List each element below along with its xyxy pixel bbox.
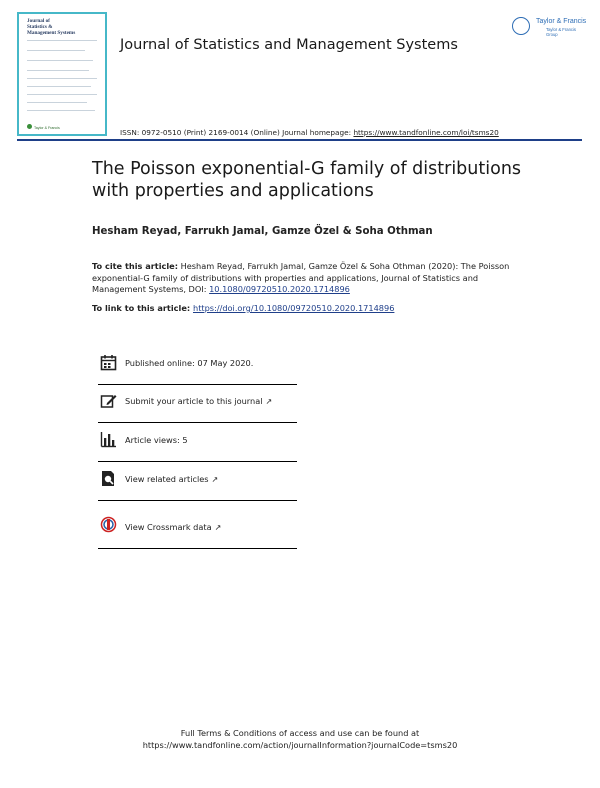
crossmark-icon [100, 516, 117, 533]
issn-text: ISSN: 0972-0510 (Print) 2169-0014 (Online) Journal homepage: [120, 128, 354, 137]
article-doi-link[interactable]: https://doi.org/10.1080/09720510.2020.1714896 [193, 303, 395, 313]
cover-rule [27, 60, 93, 61]
submit-article-text[interactable] [125, 396, 272, 406]
crossmark-row[interactable] [98, 510, 297, 549]
article-views-text: Article views: 5 [125, 435, 188, 445]
link-label: To link to this article: [92, 303, 193, 313]
logo-name: Taylor & Francis [536, 18, 587, 25]
cover-title-line: Management Systems [27, 30, 76, 36]
journal-cover-thumbnail [17, 12, 107, 136]
published-online-text: Published online: 07 May 2020. [125, 358, 254, 368]
related-articles-label: View related articles [125, 474, 209, 484]
external-link-icon: ↗ [214, 523, 222, 532]
publisher-badge-icon [27, 124, 32, 129]
external-link-icon: ↗ [265, 397, 273, 406]
article-views-row [98, 423, 297, 462]
footer-terms-text: Full Terms & Conditions of access and use can be found at [180, 728, 420, 738]
citation-block [92, 261, 512, 296]
cover-rule [27, 50, 85, 51]
cover-rule [27, 78, 97, 79]
link-block [92, 303, 512, 315]
header-rule [17, 139, 582, 141]
cover-publisher: Taylor & Francis [34, 126, 60, 130]
cover-title [27, 18, 99, 36]
cover-title-line: Journal of [27, 18, 50, 24]
cover-rule [27, 110, 95, 111]
cover-rule [27, 102, 87, 103]
search-document-icon [100, 470, 117, 487]
edit-icon [100, 392, 117, 409]
bar-chart-icon [100, 431, 117, 448]
related-articles-row[interactable] [98, 462, 297, 501]
cover-rule [27, 70, 89, 71]
citation-text: Hesham Reyad, Farrukh Jamal, Gamze Özel & Soha Othman (2020): The Poisson exponential-G family of distributions with properties and applications, Journal of Statistics and Management Systems, DOI: [92, 261, 510, 295]
submit-article-row[interactable] [98, 384, 297, 423]
logo-subtitle: Taylor & Francis Group [546, 27, 577, 37]
external-link-icon: ↗ [211, 475, 219, 484]
cover-rule [27, 94, 97, 95]
cover-rule [27, 40, 97, 41]
crossmark-label: View Crossmark data [125, 522, 212, 532]
issn-line [120, 128, 499, 137]
cover-title-line: Statistics & [27, 24, 53, 30]
published-online-row [98, 346, 297, 385]
crossmark-text[interactable] [125, 522, 221, 532]
journal-title[interactable]: Journal of Statistics and Management Systems [120, 37, 458, 53]
journal-homepage-link[interactable]: https://www.tandfonline.com/loi/tsms20 [353, 128, 499, 137]
article-title: The Poisson exponential-G family of distributions with properties and applications [92, 159, 522, 201]
logo-mark-icon [512, 17, 530, 35]
citation-label: To cite this article: [92, 261, 178, 271]
citation-doi-link[interactable]: 10.1080/09720510.2020.1714896 [209, 284, 350, 295]
calendar-icon [100, 354, 117, 371]
authors: Hesham Reyad, Farrukh Jamal, Gamze Özel & Soha Othman [92, 226, 433, 237]
related-articles-text[interactable] [125, 474, 218, 484]
submit-article-label: Submit your article to this journal [125, 396, 263, 406]
cover-rule [27, 86, 91, 87]
publisher-logo[interactable] [512, 16, 587, 38]
footer-terms-link[interactable]: https://www.tandfonline.com/action/journalInformation?journalCode=tsms20 [142, 740, 458, 750]
